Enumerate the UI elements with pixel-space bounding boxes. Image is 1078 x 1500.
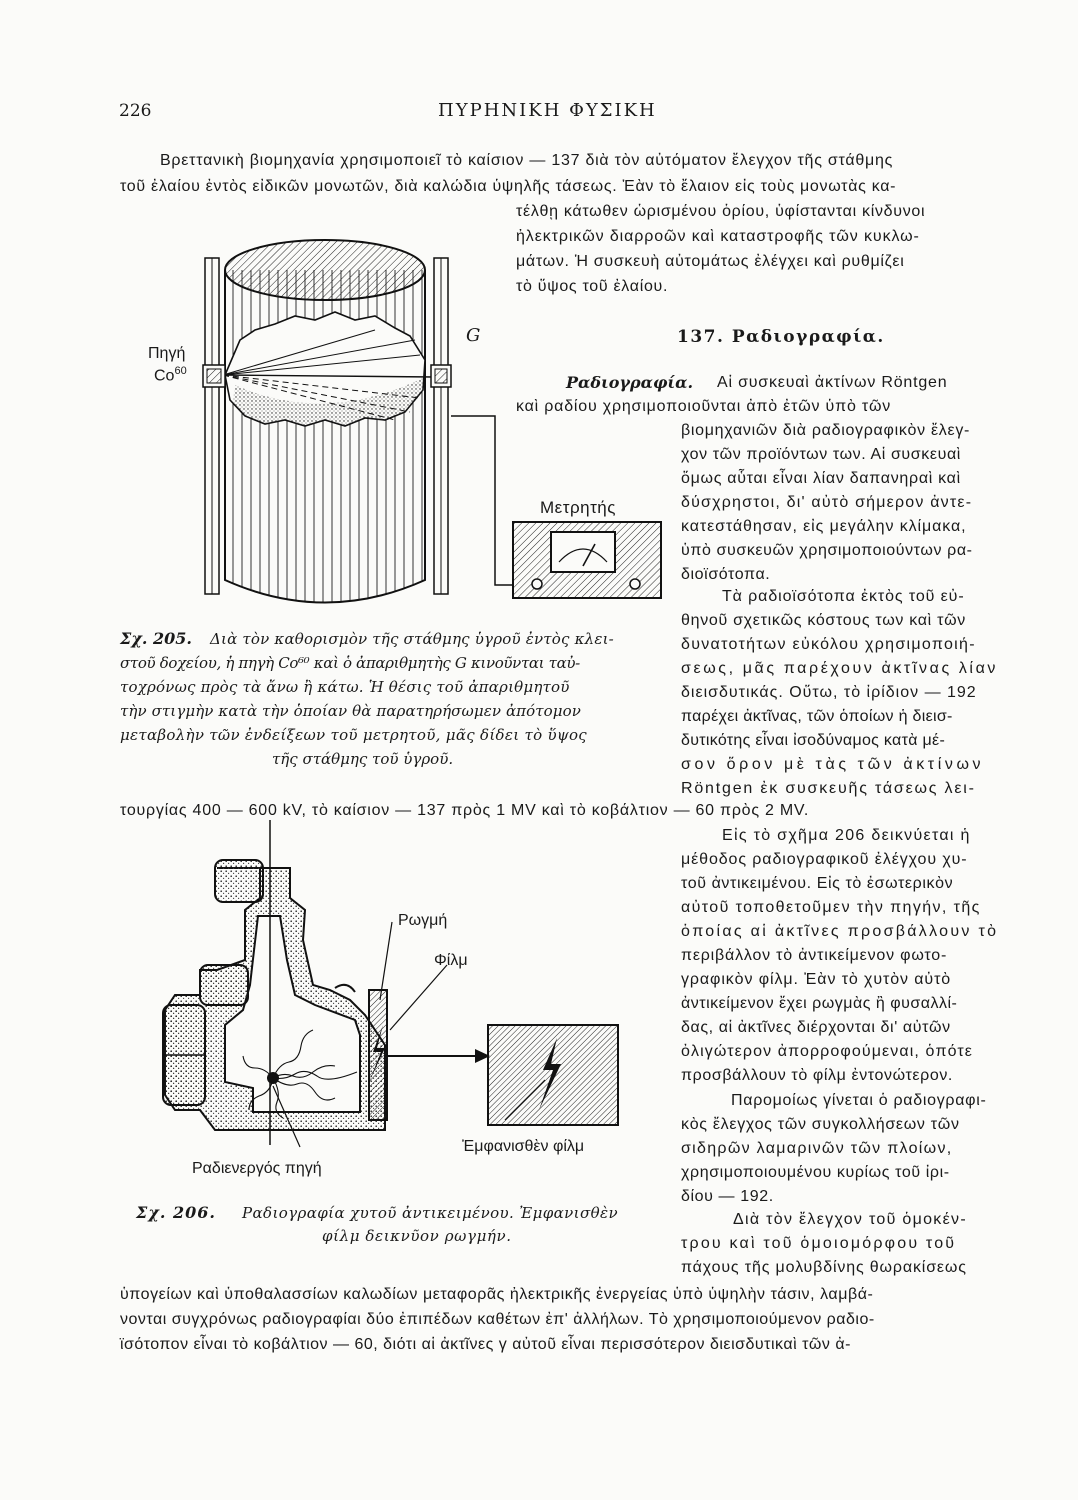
body-line: ὑπὸ συσκευῶν χρησιμοποιούντων ρα- [681,542,973,559]
body-line: παρέχει ἀκτῖνας, τῶν ὁποίων ἡ διεισ- [681,708,953,725]
body-line: διοϊσότοπα. [681,566,771,583]
counter-rail [434,258,448,594]
body-line: δυτικότης εἶναι ἰσοδύναμος κατὰ μέ- [681,732,946,749]
caption-206-number: Σχ. 206. [136,1203,216,1222]
body-line: γραφικὸν φίλμ. Ἐὰν τὸ χυτὸν αὐτὸ [681,971,952,988]
intro-line: τὸ ὕψος τοῦ ἐλαίου. [516,278,669,295]
body-line: καὶ ραδίου χρησιμοποιοῦνται ἀπὸ ἐτῶν ὑπὸ τῶν [516,398,892,415]
label-developed-film: Ἐμφανισθὲν φίλμ [462,1138,585,1155]
body-line: προσβάλλουν τὸ φίλμ ἐντονώτερον. [681,1067,953,1084]
intro-line: τέλθῃ κάτωθεν ὡρισμένου ὁρίου, ὑφίστανται κίνδυνοι [516,203,926,220]
film-strip [369,990,387,1120]
label-crack: Ρωγμή [398,912,448,929]
label-isotope-symbol: Co [154,367,175,385]
body-line: Τὰ ραδιοϊσότοπα ἐκτὸς τοῦ εὐ- [722,588,965,605]
source-holder [203,365,225,387]
body-line: θηνοῦ σχετικῶς κόστους των καὶ τῶν [681,612,966,629]
body-line: περιβάλλον τὸ ἀντικείμενον φωτο- [681,947,948,964]
caption-205-line: στοῦ δοχείου, ἡ πηγὴ Co⁶⁰ καὶ ὁ ἀπαριθμητὴς G κινοῦνται ταὐ- [120,654,580,672]
label-counter-g: G [466,325,481,346]
body-line: ὅμως αὗται εἶναι λίαν δαπανηραὶ καὶ [681,470,961,487]
body-line: τρου καὶ τοῦ ὁμοιομόρφου τοῦ [681,1235,957,1252]
body-line: σον ὅρον μὲ τὰς τῶν ἀκτίνων [681,756,985,773]
label-isotope [154,365,187,385]
body-line: τοῦ ἀντικειμένου. Εἰς τὸ ἐσωτερικὸν [681,875,954,892]
label-meter: Μετρητής [540,498,616,517]
body-line: βιομηχανιῶν διὰ ραδιογραφικὸν ἔλεγ- [681,422,971,439]
running-title: ΠΥΡΗΝΙΚΗ ΦΥΣΙΚΗ [438,100,657,121]
label-film: Φίλμ [434,952,468,969]
body-line: δύσχρηστοι, δι' αὐτὸ σήμερον ἀντε- [681,494,973,511]
full-width-line: ὑπογείων καὶ ὑποθαλασσίων καλωδίων μεταφορᾶς ἠλεκτρικῆς ἐνεργείας ὑπὸ ὑψηλὴν τάσιν, λαμβά- [120,1286,874,1303]
label-source: Πηγή [148,345,186,362]
body-line: διεισδυτικάς. Οὕτω, τὸ ἰρίδιον — 192 [681,684,977,701]
body-line: δίου — 192. [681,1188,774,1205]
intro-line: τοῦ ἐλαίου ἐντὸς εἰδικῶν μονωτῶν, διὰ καλώδια ὑψηλῆς τάσεως. Ἐὰν τὸ ἔλαιον εἰς τοὺς μονωτὰς κα- [120,178,897,195]
caption-205-line: τὴν στιγμὴν κατὰ τὴν ὁποίαν θὰ παρατηρήσωμεν ἀπότομον [120,702,581,720]
body-line: κατεστάθησαν, εἰς μεγάλην κλίμακα, [681,518,967,535]
body-line: Εἰς τὸ σχῆμα 206 δεικνύεται ἡ [722,827,971,844]
full-width-line: ϊσότοπον εἶναι τὸ κοβάλτιον — 60, διότι αἱ ἀκτῖνες γ αὐτοῦ εἶναι περισσότερον διεισδυτικαὶ τῶν ἀ- [120,1336,851,1353]
body-line: σιδηρῶν λαμαρινῶν τῶν πλοίων, [681,1140,953,1157]
section-heading: 137. Ραδιογραφία. [677,327,885,347]
body-line: δυνατοτήτων εὐκόλου χρησιμοποιή- [681,636,976,653]
body-line: Διὰ τὸν ἔλεγχον τοῦ ὁμοκέν- [733,1211,967,1228]
caption-205-number: Σχ. 205. [120,629,192,648]
body-line: ὁποίας αἱ ἀκτῖνες προσβάλλουν τὸ [681,923,999,940]
meter-box [513,522,661,598]
caption-205-line: Διὰ τὸν καθορισμὸν τῆς στάθμης ὑγροῦ ἐντὸς κλει- [210,630,614,648]
body-line: χρησιμοποιουμένου κυρίως τοῦ ἰρι- [681,1164,950,1181]
label-isotope-mass: 60 [174,365,187,377]
body-line: σεως, μᾶς παρέχουν ἀκτῖνας λίαν [681,660,999,677]
source-rail [205,258,219,594]
body-line: κὸς ἔλεγχος τῶν συγκολλήσεων τῶν [681,1116,960,1133]
intro-line: ἠλεκτρικῶν διαρροῶν καὶ καταστροφῆς τῶν κυκλω- [516,228,920,245]
intro-line: μάτων. Ἡ συσκευὴ αὐτομάτως ἐλέγχει καὶ ρυθμίζει [516,253,905,270]
caption-205-line: τοχρόνως πρὸς τὰ ἄνω ἢ κάτω. Ἡ θέσις τοῦ ἀπαριθμητοῦ [120,678,570,696]
body-line: δας, αἱ ἀκτῖνες διέρχονται δι' αὐτῶν [681,1019,951,1036]
page-number: 226 [119,101,152,121]
body-line: χον τῶν προϊόντων των. Αἱ συσκευαὶ [681,446,961,463]
run-in-heading: Ραδιογραφία. [566,373,694,392]
full-width-line: τουργίας 400 — 600 kV, τὸ καίσιον — 137 πρὸς 1 MV καὶ τὸ κοβάλτιον — 60 πρὸς 2 MV. [120,802,810,819]
body-line: Αἱ συσκευαὶ ἀκτίνων Röntgen [717,374,948,391]
caption-206-line: φίλμ δεικνῦον ρωγμήν. [322,1227,512,1245]
body-line: Röntgen ἐκ συσκευῆς τάσεως λει- [681,780,976,797]
developed-film [488,1025,618,1125]
intro-line: Βρεττανικὴ βιομηχανία χρησιμοποιεῖ τὸ καίσιον — 137 διὰ τὸν αὐτόματον ἔλεγχον τῆς στάθμης [160,152,894,169]
body-line: αὐτοῦ τοποθετοῦμεν τὴν πηγήν, τῆς [681,899,981,916]
caption-205-line: τῆς στάθμης τοῦ ὑγροῦ. [272,750,454,768]
counter-holder [431,365,451,387]
signal-cable [451,416,513,585]
figure-206-diagram [155,820,635,1160]
body-line: μέθοδος ραδιογραφικοῦ ἐλέγχου χυ- [681,851,968,868]
body-line: ἀντικείμενον ἔχει ρωγμὰς ἢ φυσαλλί- [681,995,958,1012]
caption-206-line: Ραδιογραφία χυτοῦ ἀντικειμένου. Ἐμφανισθὲν [242,1204,618,1222]
vessel [223,240,435,603]
full-width-line: νονται συγχρόνως ραδιογραφίαι δύο ἐπιπέδων καθέτων ἐπ' ἀλλήλων. Τὸ χρησιμοποιούμενον ραδιο- [120,1311,875,1328]
body-line: Παρομοίως γίνεται ὁ ραδιογραφι- [731,1092,987,1109]
body-line: πάχους τῆς μολυβδίνης θωρακίσεως [681,1259,967,1276]
caption-205-line: μεταβολὴν τῶν ἐνδείξεων τοῦ μετρητοῦ, μᾶς δίδει τὸ ὕψος [120,726,587,744]
body-line: ὀλιγώτερον ἀπορροφούμεναι, ὁπότε [681,1043,974,1060]
label-radioactive-source: Ραδιενεργός πηγή [192,1160,322,1177]
figure-205-diagram [195,220,675,620]
